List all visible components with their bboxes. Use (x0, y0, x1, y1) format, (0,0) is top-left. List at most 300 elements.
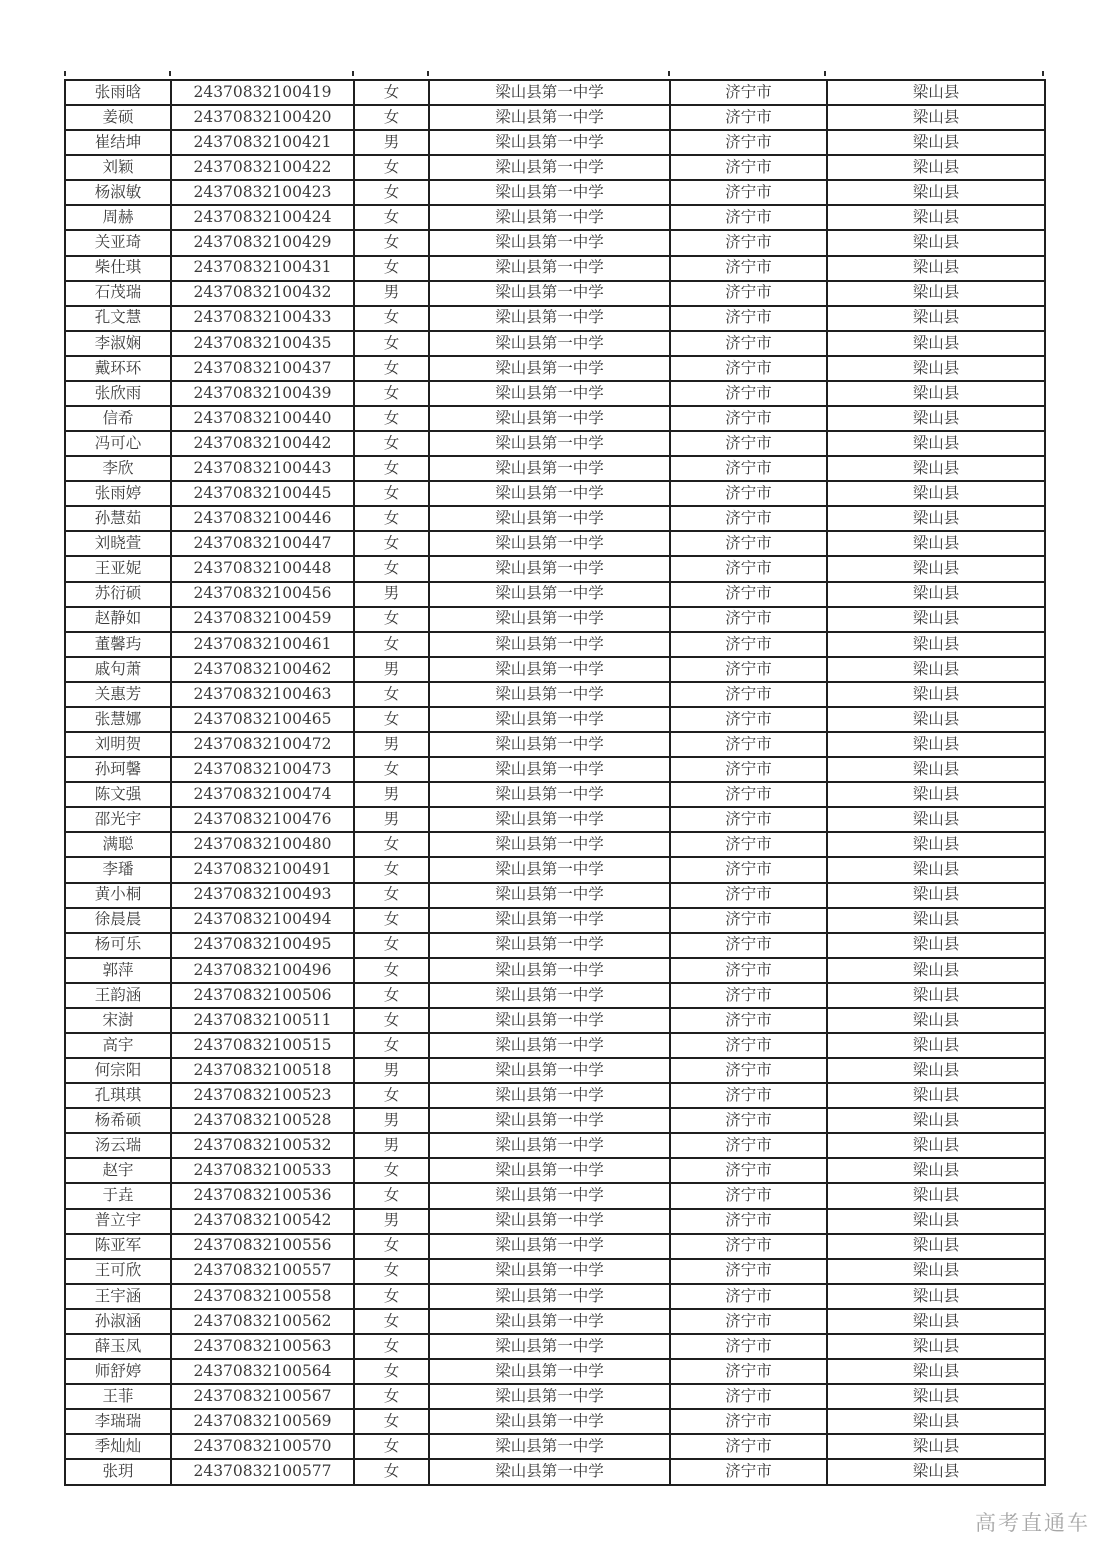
cell-city: 济宁市 (670, 1209, 827, 1234)
cell-gender: 女 (354, 1384, 429, 1409)
cell-exam-id: 24370832100437 (171, 356, 354, 381)
cell-exam-id: 24370832100515 (171, 1033, 354, 1058)
cell-county: 梁山县 (827, 531, 1045, 556)
table-row (65, 807, 1045, 832)
cell-gender: 女 (354, 431, 429, 456)
cell-gender: 女 (354, 1284, 429, 1309)
table-row (65, 582, 1045, 607)
table-row (65, 1008, 1045, 1033)
cell-gender: 女 (354, 381, 429, 406)
cell-city: 济宁市 (670, 1008, 827, 1033)
cell-name: 于垚 (65, 1183, 171, 1208)
cell-school: 梁山县第一中学 (429, 230, 670, 255)
cell-county: 梁山县 (827, 832, 1045, 857)
cell-city: 济宁市 (670, 1234, 827, 1259)
cell-exam-id: 24370832100442 (171, 431, 354, 456)
cell-county: 梁山县 (827, 105, 1045, 130)
cell-name: 王韵涵 (65, 983, 171, 1008)
cell-name: 石茂瑞 (65, 281, 171, 306)
cell-name: 季灿灿 (65, 1434, 171, 1459)
cell-exam-id: 24370832100448 (171, 556, 354, 581)
cell-gender: 女 (354, 908, 429, 933)
cell-county: 梁山县 (827, 1384, 1045, 1409)
cell-gender: 女 (354, 1158, 429, 1183)
cell-county: 梁山县 (827, 1334, 1045, 1359)
cell-gender: 女 (354, 155, 429, 180)
table-row (65, 1284, 1045, 1309)
cell-city: 济宁市 (670, 657, 827, 682)
cell-county: 梁山县 (827, 807, 1045, 832)
cell-county: 梁山县 (827, 205, 1045, 230)
cell-exam-id: 24370832100473 (171, 757, 354, 782)
cell-name: 赵静如 (65, 607, 171, 632)
cell-school: 梁山县第一中学 (429, 1384, 670, 1409)
cell-exam-id: 24370832100463 (171, 682, 354, 707)
cell-county: 梁山县 (827, 908, 1045, 933)
cell-exam-id: 24370832100420 (171, 105, 354, 130)
cell-gender: 男 (354, 1133, 429, 1158)
grid-line-stub (668, 71, 670, 76)
cell-name: 陈亚军 (65, 1234, 171, 1259)
cell-exam-id: 24370832100480 (171, 832, 354, 857)
cell-gender: 女 (354, 1234, 429, 1259)
cell-school: 梁山县第一中学 (429, 130, 670, 155)
cell-gender: 女 (354, 306, 429, 331)
cell-gender: 女 (354, 256, 429, 281)
cell-exam-id: 24370832100461 (171, 632, 354, 657)
cell-gender: 女 (354, 105, 429, 130)
cell-name: 李璠 (65, 857, 171, 882)
cell-school: 梁山县第一中学 (429, 205, 670, 230)
roster-body (65, 80, 1045, 1485)
cell-school: 梁山县第一中学 (429, 1409, 670, 1434)
cell-school: 梁山县第一中学 (429, 531, 670, 556)
cell-city: 济宁市 (670, 356, 827, 381)
cell-city: 济宁市 (670, 1434, 827, 1459)
table-row (65, 1158, 1045, 1183)
grid-line-stub (824, 71, 826, 76)
table-row (65, 1033, 1045, 1058)
cell-county: 梁山县 (827, 1459, 1045, 1485)
table-row (65, 1108, 1045, 1133)
cell-city: 济宁市 (670, 582, 827, 607)
cell-county: 梁山县 (827, 1183, 1045, 1208)
cell-city: 济宁市 (670, 807, 827, 832)
cell-city: 济宁市 (670, 1058, 827, 1083)
cell-gender: 女 (354, 556, 429, 581)
cell-gender: 女 (354, 356, 429, 381)
cell-gender: 女 (354, 80, 429, 105)
table-row (65, 481, 1045, 506)
cell-name: 邵光宇 (65, 807, 171, 832)
table-row (65, 1384, 1045, 1409)
cell-exam-id: 24370832100494 (171, 908, 354, 933)
cell-exam-id: 24370832100564 (171, 1359, 354, 1384)
watermark-text: 高考直通车 (975, 1511, 1090, 1535)
cell-county: 梁山县 (827, 230, 1045, 255)
cell-gender: 女 (354, 1183, 429, 1208)
cell-school: 梁山县第一中学 (429, 782, 670, 807)
cell-exam-id: 24370832100542 (171, 1209, 354, 1234)
cell-exam-id: 24370832100423 (171, 180, 354, 205)
cell-name: 宋澍 (65, 1008, 171, 1033)
cell-city: 济宁市 (670, 857, 827, 882)
cell-exam-id: 24370832100445 (171, 481, 354, 506)
cell-gender: 男 (354, 732, 429, 757)
table-row (65, 306, 1045, 331)
table-row (65, 381, 1045, 406)
cell-city: 济宁市 (670, 155, 827, 180)
cell-gender: 女 (354, 406, 429, 431)
cell-name: 关惠芳 (65, 682, 171, 707)
cell-county: 梁山县 (827, 707, 1045, 732)
cell-county: 梁山县 (827, 180, 1045, 205)
grid-line-stub (169, 71, 171, 76)
cell-exam-id: 24370832100446 (171, 506, 354, 531)
cell-school: 梁山县第一中学 (429, 582, 670, 607)
table-row (65, 1459, 1045, 1485)
cell-name: 刘晓萱 (65, 531, 171, 556)
cell-city: 济宁市 (670, 431, 827, 456)
cell-exam-id: 24370832100456 (171, 582, 354, 607)
cell-gender: 男 (354, 1108, 429, 1133)
table-row (65, 331, 1045, 356)
cell-school: 梁山县第一中学 (429, 256, 670, 281)
table-row (65, 281, 1045, 306)
cell-city: 济宁市 (670, 632, 827, 657)
cell-city: 济宁市 (670, 406, 827, 431)
table-row (65, 1083, 1045, 1108)
cell-gender: 女 (354, 1459, 429, 1485)
cell-county: 梁山县 (827, 1409, 1045, 1434)
table-row (65, 632, 1045, 657)
cell-name: 高宇 (65, 1033, 171, 1058)
table-row (65, 130, 1045, 155)
cell-name: 李欣 (65, 456, 171, 481)
cell-exam-id: 24370832100421 (171, 130, 354, 155)
cell-gender: 女 (354, 933, 429, 958)
cell-name: 张欣雨 (65, 381, 171, 406)
cell-name: 满聪 (65, 832, 171, 857)
table-row (65, 1058, 1045, 1083)
cell-exam-id: 24370832100506 (171, 983, 354, 1008)
table-row (65, 105, 1045, 130)
cell-school: 梁山县第一中学 (429, 1434, 670, 1459)
cell-school: 梁山县第一中学 (429, 155, 670, 180)
cell-city: 济宁市 (670, 1183, 827, 1208)
cell-county: 梁山县 (827, 983, 1045, 1008)
cell-school: 梁山县第一中学 (429, 1158, 670, 1183)
cell-exam-id: 24370832100439 (171, 381, 354, 406)
cell-city: 济宁市 (670, 1108, 827, 1133)
cell-gender: 女 (354, 707, 429, 732)
cell-name: 何宗阳 (65, 1058, 171, 1083)
cell-gender: 男 (354, 1058, 429, 1083)
cell-city: 济宁市 (670, 506, 827, 531)
table-row (65, 682, 1045, 707)
cell-county: 梁山县 (827, 456, 1045, 481)
cell-city: 济宁市 (670, 281, 827, 306)
cell-city: 济宁市 (670, 607, 827, 632)
cell-name: 冯可心 (65, 431, 171, 456)
cell-school: 梁山县第一中学 (429, 1108, 670, 1133)
table-row (65, 1434, 1045, 1459)
cell-city: 济宁市 (670, 306, 827, 331)
cell-exam-id: 24370832100577 (171, 1459, 354, 1485)
cell-name: 王菲 (65, 1384, 171, 1409)
cell-name: 周赫 (65, 205, 171, 230)
cell-name: 信希 (65, 406, 171, 431)
cell-city: 济宁市 (670, 481, 827, 506)
cell-city: 济宁市 (670, 256, 827, 281)
cell-gender: 男 (354, 807, 429, 832)
cell-school: 梁山县第一中学 (429, 381, 670, 406)
cell-name: 薛玉凤 (65, 1334, 171, 1359)
cell-gender: 女 (354, 230, 429, 255)
table-row (65, 1183, 1045, 1208)
table-row (65, 1334, 1045, 1359)
cell-gender: 男 (354, 1209, 429, 1234)
cell-exam-id: 24370832100523 (171, 1083, 354, 1108)
cell-county: 梁山县 (827, 80, 1045, 105)
cell-city: 济宁市 (670, 958, 827, 983)
cell-city: 济宁市 (670, 1334, 827, 1359)
cell-name: 崔结坤 (65, 130, 171, 155)
table-row (65, 732, 1045, 757)
cell-school: 梁山县第一中学 (429, 908, 670, 933)
cell-school: 梁山县第一中学 (429, 832, 670, 857)
cell-name: 赵宇 (65, 1158, 171, 1183)
cell-gender: 女 (354, 1033, 429, 1058)
cell-county: 梁山县 (827, 782, 1045, 807)
cell-exam-id: 24370832100474 (171, 782, 354, 807)
cell-city: 济宁市 (670, 782, 827, 807)
cell-exam-id: 24370832100462 (171, 657, 354, 682)
table-row (65, 1309, 1045, 1334)
cell-county: 梁山县 (827, 1234, 1045, 1259)
cell-school: 梁山县第一中学 (429, 607, 670, 632)
cell-county: 梁山县 (827, 682, 1045, 707)
cell-city: 济宁市 (670, 933, 827, 958)
table-row (65, 607, 1045, 632)
cell-exam-id: 24370832100556 (171, 1234, 354, 1259)
cell-name: 王亚妮 (65, 556, 171, 581)
cell-gender: 男 (354, 130, 429, 155)
table-row (65, 707, 1045, 732)
cell-county: 梁山县 (827, 1359, 1045, 1384)
cell-school: 梁山县第一中学 (429, 1209, 670, 1234)
cell-school: 梁山县第一中学 (429, 1309, 670, 1334)
cell-exam-id: 24370832100465 (171, 707, 354, 732)
cell-name: 郭萍 (65, 958, 171, 983)
table-row (65, 406, 1045, 431)
cell-city: 济宁市 (670, 1284, 827, 1309)
cell-city: 济宁市 (670, 556, 827, 581)
cell-exam-id: 24370832100424 (171, 205, 354, 230)
cell-name: 黄小桐 (65, 883, 171, 908)
cell-county: 梁山县 (827, 481, 1045, 506)
cell-city: 济宁市 (670, 1309, 827, 1334)
cell-school: 梁山县第一中学 (429, 1183, 670, 1208)
cell-school: 梁山县第一中学 (429, 933, 670, 958)
cell-school: 梁山县第一中学 (429, 331, 670, 356)
cell-school: 梁山县第一中学 (429, 1033, 670, 1058)
cell-name: 刘颖 (65, 155, 171, 180)
cell-exam-id: 24370832100419 (171, 80, 354, 105)
cell-city: 济宁市 (670, 1359, 827, 1384)
cell-county: 梁山县 (827, 657, 1045, 682)
cell-school: 梁山县第一中学 (429, 958, 670, 983)
cell-exam-id: 24370832100440 (171, 406, 354, 431)
cell-name: 王可欣 (65, 1259, 171, 1284)
cell-city: 济宁市 (670, 80, 827, 105)
cell-name: 杨淑敏 (65, 180, 171, 205)
cell-exam-id: 24370832100459 (171, 607, 354, 632)
table-row (65, 180, 1045, 205)
cell-gender: 男 (354, 281, 429, 306)
cell-city: 济宁市 (670, 1033, 827, 1058)
cell-county: 梁山县 (827, 256, 1045, 281)
cell-exam-id: 24370832100569 (171, 1409, 354, 1434)
cell-school: 梁山县第一中学 (429, 306, 670, 331)
cell-name: 张雨晗 (65, 80, 171, 105)
cell-gender: 女 (354, 180, 429, 205)
cell-city: 济宁市 (670, 130, 827, 155)
cell-exam-id: 24370832100536 (171, 1183, 354, 1208)
table-row (65, 230, 1045, 255)
cell-gender: 女 (354, 832, 429, 857)
table-row (65, 256, 1045, 281)
cell-exam-id: 24370832100493 (171, 883, 354, 908)
cell-gender: 女 (354, 1359, 429, 1384)
cell-gender: 男 (354, 582, 429, 607)
table-row (65, 883, 1045, 908)
cell-exam-id: 24370832100472 (171, 732, 354, 757)
cell-school: 梁山县第一中学 (429, 1133, 670, 1158)
cell-name: 戚句萧 (65, 657, 171, 682)
table-row (65, 857, 1045, 882)
cell-county: 梁山县 (827, 582, 1045, 607)
cell-county: 梁山县 (827, 607, 1045, 632)
cell-exam-id: 24370832100518 (171, 1058, 354, 1083)
cell-city: 济宁市 (670, 230, 827, 255)
cell-gender: 女 (354, 857, 429, 882)
cell-exam-id: 24370832100435 (171, 331, 354, 356)
cell-school: 梁山县第一中学 (429, 1008, 670, 1033)
cell-exam-id: 24370832100528 (171, 1108, 354, 1133)
cell-exam-id: 24370832100496 (171, 958, 354, 983)
cell-exam-id: 24370832100567 (171, 1384, 354, 1409)
table-row (65, 757, 1045, 782)
table-row (65, 556, 1045, 581)
cell-city: 济宁市 (670, 1459, 827, 1485)
cell-gender: 女 (354, 883, 429, 908)
cell-school: 梁山县第一中学 (429, 1284, 670, 1309)
cell-city: 济宁市 (670, 883, 827, 908)
cell-name: 王宇涵 (65, 1284, 171, 1309)
cell-city: 济宁市 (670, 531, 827, 556)
table-row (65, 1209, 1045, 1234)
cell-county: 梁山县 (827, 632, 1045, 657)
table-row (65, 908, 1045, 933)
cell-school: 梁山县第一中学 (429, 1259, 670, 1284)
cell-county: 梁山县 (827, 1058, 1045, 1083)
grid-line-stub (1042, 71, 1044, 76)
table-row (65, 356, 1045, 381)
cell-name: 杨可乐 (65, 933, 171, 958)
cell-name: 苏衍硕 (65, 582, 171, 607)
cell-school: 梁山县第一中学 (429, 682, 670, 707)
cell-school: 梁山县第一中学 (429, 883, 670, 908)
cell-county: 梁山县 (827, 1158, 1045, 1183)
cell-county: 梁山县 (827, 331, 1045, 356)
cell-gender: 女 (354, 1008, 429, 1033)
cell-school: 梁山县第一中学 (429, 732, 670, 757)
cell-county: 梁山县 (827, 1133, 1045, 1158)
cell-name: 孔文慧 (65, 306, 171, 331)
cell-gender: 女 (354, 331, 429, 356)
table-row (65, 431, 1045, 456)
cell-county: 梁山县 (827, 1259, 1045, 1284)
cell-school: 梁山县第一中学 (429, 1083, 670, 1108)
cell-school: 梁山县第一中学 (429, 807, 670, 832)
table-row (65, 1259, 1045, 1284)
cell-exam-id: 24370832100562 (171, 1309, 354, 1334)
cell-name: 李瑞瑞 (65, 1409, 171, 1434)
cell-gender: 男 (354, 657, 429, 682)
table-row (65, 1359, 1045, 1384)
cell-city: 济宁市 (670, 1259, 827, 1284)
cell-exam-id: 24370832100429 (171, 230, 354, 255)
cell-city: 济宁市 (670, 757, 827, 782)
cell-exam-id: 24370832100495 (171, 933, 354, 958)
cell-gender: 女 (354, 1434, 429, 1459)
cell-name: 杨希硕 (65, 1108, 171, 1133)
cell-exam-id: 24370832100443 (171, 456, 354, 481)
table-row (65, 657, 1045, 682)
table-row (65, 1133, 1045, 1158)
cell-name: 普立宇 (65, 1209, 171, 1234)
cell-exam-id: 24370832100431 (171, 256, 354, 281)
table-row (65, 155, 1045, 180)
grid-line-stub (352, 71, 354, 76)
cell-school: 梁山县第一中学 (429, 506, 670, 531)
cell-county: 梁山县 (827, 155, 1045, 180)
cell-school: 梁山县第一中学 (429, 356, 670, 381)
cell-city: 济宁市 (670, 205, 827, 230)
cell-city: 济宁市 (670, 1133, 827, 1158)
cell-school: 梁山县第一中学 (429, 857, 670, 882)
cell-gender: 女 (354, 205, 429, 230)
table-row (65, 983, 1045, 1008)
cell-county: 梁山县 (827, 958, 1045, 983)
cell-school: 梁山县第一中学 (429, 983, 670, 1008)
cell-gender: 女 (354, 506, 429, 531)
cell-name: 张玥 (65, 1459, 171, 1485)
cell-school: 梁山县第一中学 (429, 1234, 670, 1259)
cell-city: 济宁市 (670, 1409, 827, 1434)
cell-school: 梁山县第一中学 (429, 657, 670, 682)
table-row (65, 456, 1045, 481)
cell-gender: 女 (354, 1083, 429, 1108)
cell-school: 梁山县第一中学 (429, 1459, 670, 1485)
cell-school: 梁山县第一中学 (429, 406, 670, 431)
table-row (65, 531, 1045, 556)
table-row (65, 1409, 1045, 1434)
table-row (65, 958, 1045, 983)
cell-county: 梁山县 (827, 1434, 1045, 1459)
cell-exam-id: 24370832100570 (171, 1434, 354, 1459)
